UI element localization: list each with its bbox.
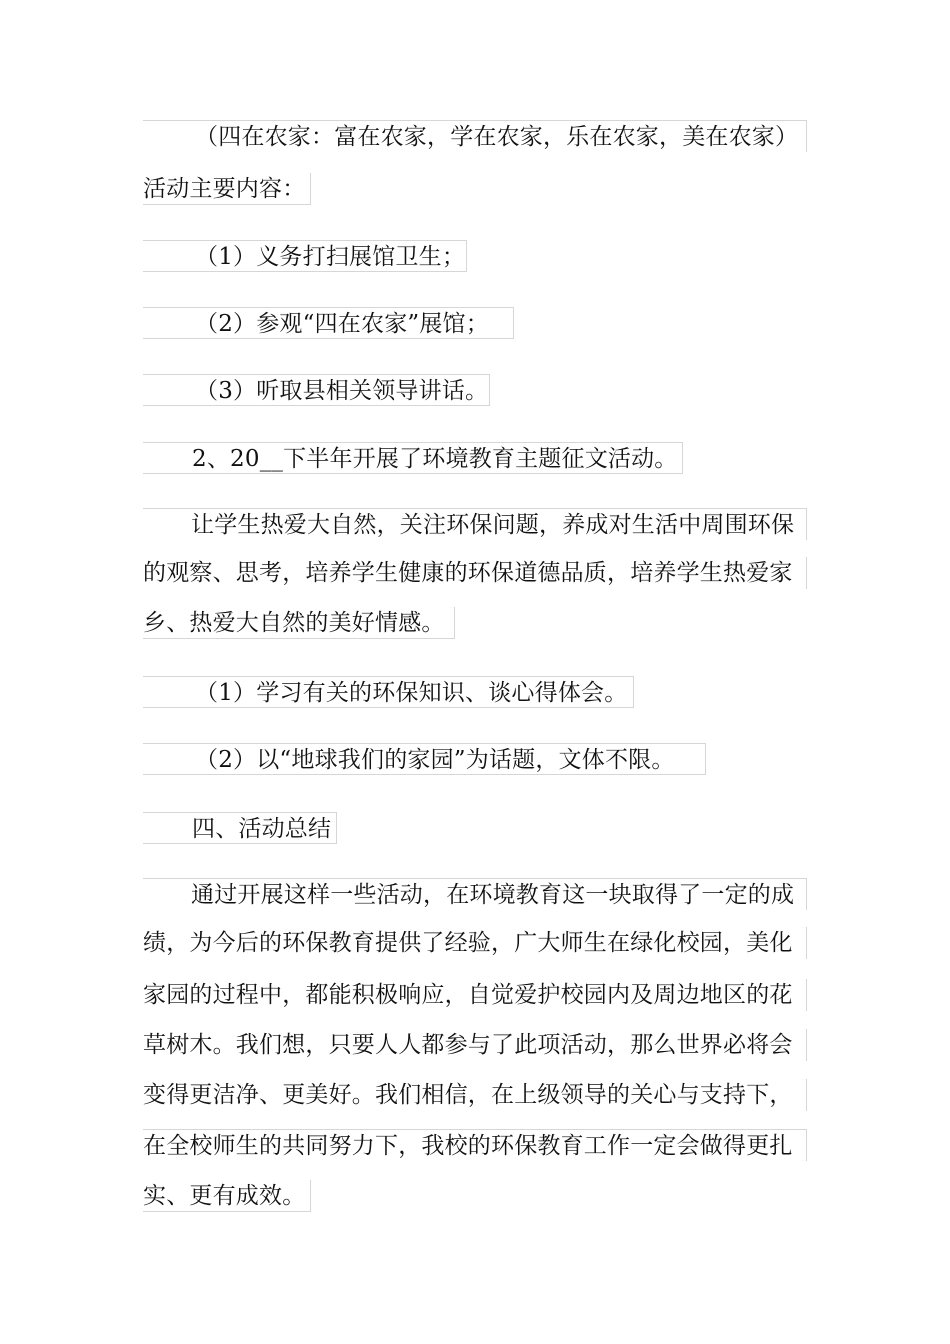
essay-item-2: （2）以“地球我们的家园”为话题，文体不限。 xyxy=(195,747,675,773)
activity-content-heading: 活动主要内容： xyxy=(143,176,306,202)
essay-activity-heading: 2、20__下半年开展了环境教育主题征文活动。 xyxy=(192,446,678,472)
essay-item-1: （1）学习有关的环保知识、谈心得体会。 xyxy=(195,680,628,706)
paragraph-line-1: 让学生热爱大自然，关注环保问题，养成对生活中周围环保 xyxy=(191,512,795,538)
summary-line-5: 变得更洁净、更美好。我们相信，在上级领导的关心与支持下， xyxy=(143,1082,793,1108)
text-line-12 xyxy=(143,812,337,844)
text-line-16 xyxy=(143,1029,807,1061)
section-heading-summary: 四、活动总结 xyxy=(192,816,332,842)
summary-line-4: 草树木。我们想，只要人人都参与了此项活动，那么世界必将会 xyxy=(143,1032,793,1058)
content-item-3: （3）听取县相关领导讲话。 xyxy=(195,378,489,404)
text-line-5 xyxy=(143,374,490,406)
text-line-1 xyxy=(143,120,807,152)
text-line-18 xyxy=(143,1129,807,1161)
text-line-14 xyxy=(143,927,807,959)
text-line-8 xyxy=(143,557,807,589)
text-line-10 xyxy=(143,676,634,708)
activity-description-text: （四在农家：富在农家，学在农家，乐在农家，美在农家） xyxy=(195,124,799,150)
text-line-13 xyxy=(143,878,807,910)
summary-line-2: 绩，为今后的环保教育提供了经验，广大师生在绿化校园，美化 xyxy=(143,930,793,956)
text-line-15 xyxy=(143,979,807,1011)
text-line-17 xyxy=(143,1079,807,1111)
text-line-2 xyxy=(143,173,311,205)
content-item-2: （2）参观“四在农家”展馆； xyxy=(195,311,489,337)
text-line-7 xyxy=(143,508,807,540)
summary-line-3: 家园的过程中，都能积极响应，自觉爱护校园内及周边地区的花 xyxy=(143,982,793,1008)
content-item-1: （1）义务打扫展馆卫生； xyxy=(195,244,466,270)
summary-line-6: 在全校师生的共同努力下，我校的环保教育工作一定会做得更扎 xyxy=(143,1133,793,1159)
text-line-3 xyxy=(143,240,467,272)
summary-line-7: 实、更有成效。 xyxy=(143,1183,306,1209)
summary-line-1: 通过开展这样一些活动，在环境教育这一块取得了一定的成 xyxy=(191,882,795,908)
text-line-19 xyxy=(143,1180,311,1212)
text-line-11 xyxy=(143,743,706,775)
text-line-6 xyxy=(143,442,683,474)
text-line-4 xyxy=(143,307,514,339)
paragraph-line-3: 乡、热爱大自然的美好情感。 xyxy=(143,610,445,636)
paragraph-line-2: 的观察、思考，培养学生健康的环保道德品质，培养学生热爱家 xyxy=(143,560,793,586)
text-line-9 xyxy=(143,607,455,639)
